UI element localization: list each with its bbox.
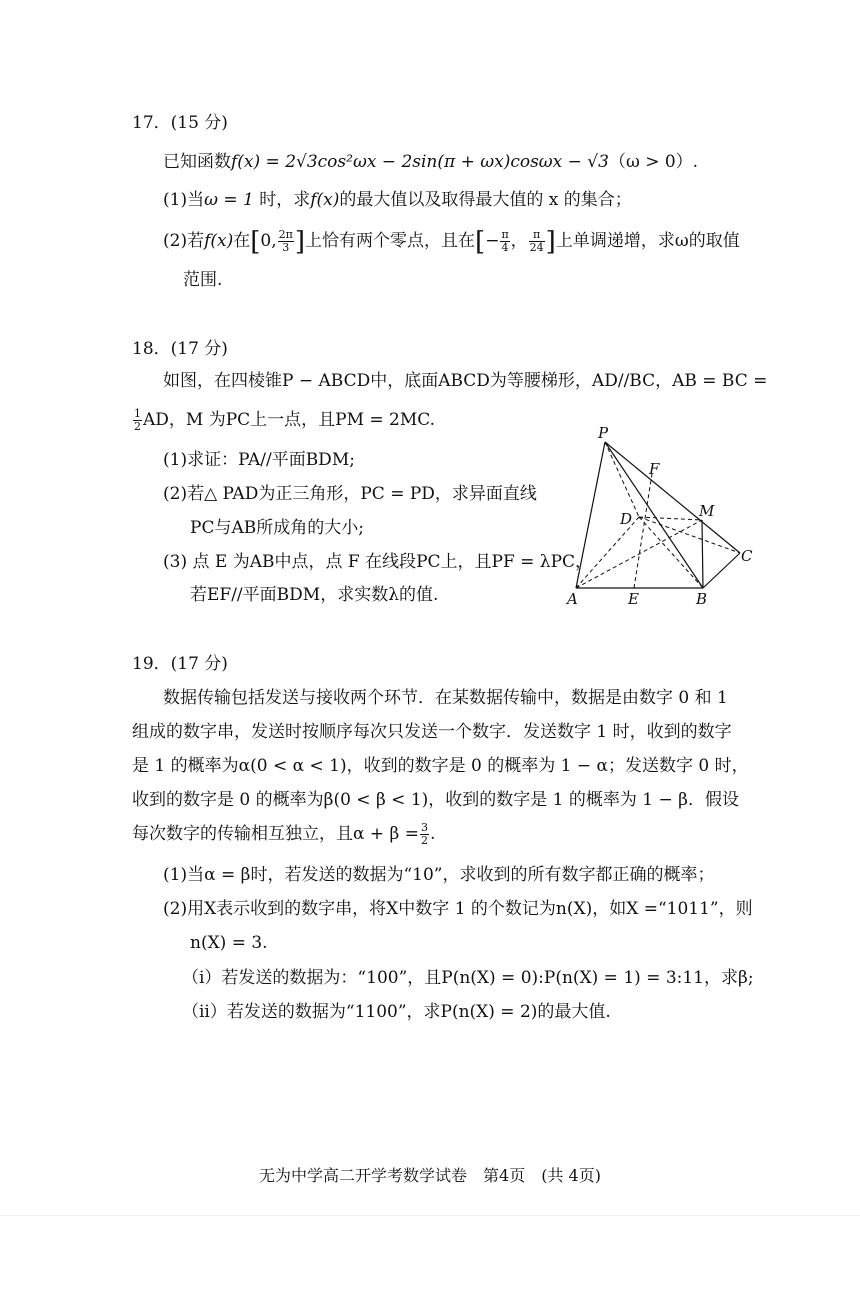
q19-part2a: (2)用X表示收到的数字串，将X中数字 1 的个数记为n(X)，如X =“1011”，则 — [163, 899, 753, 919]
edge-BC — [703, 553, 740, 588]
q18-part3a: (3) 点 E 为AB中点，点 F 在线段PC上，且PF = λPC， — [163, 552, 593, 572]
q19-line5-text: 每次数字的传输相互独立，且α + β = — [132, 824, 420, 844]
q19-line1: 数据传输包括发送与接收两个环节．在某数据传输中，数据是由数字 0 和 1 — [163, 688, 728, 708]
q17-stem-c: （ω > 0）. — [608, 152, 699, 172]
q19-part1: (1)当α = β时，若发送的数据为“10”，求收到的所有数字都正确的概率； — [163, 865, 715, 885]
label-D: D — [620, 510, 633, 528]
scan-divider — [0, 1215, 860, 1216]
q18-line2-text: AD，M 为PC上一点，且PM = 2MC. — [143, 410, 436, 430]
q19-header: 19．(17 分) — [132, 654, 228, 674]
edge-DM — [639, 517, 702, 520]
q17-p1-d: f(x) — [310, 190, 340, 210]
q17-int2-a-frac — [500, 229, 509, 254]
q19-line2: 组成的数字串，发送时按顺序每次只发送一个数字．发送数字 1 时，收到的数字 — [132, 722, 732, 742]
q17-p1-e: 的最大值以及取得最大值的 x 的集合； — [339, 190, 632, 210]
q18-part2a: (2)若△ PAD为正三角形，PC = PD，求异面直线 — [163, 484, 537, 504]
q18-half-frac — [133, 408, 142, 433]
q17-int1-open: [ — [250, 227, 261, 257]
q19-frac-den: 2 — [421, 834, 429, 847]
q17-p2-a: (2)若 — [163, 231, 205, 251]
edge-BM — [702, 520, 703, 588]
q17-int1-close: ] — [294, 227, 306, 257]
q17-function: f(x) = 2√3cos²ωx − 2sin(π + ωx)cosωx − √3 — [231, 152, 609, 172]
q17-int2-b-den: 24 — [529, 241, 544, 254]
edge-DC — [639, 517, 740, 553]
segment-EF — [634, 474, 652, 588]
label-A: A — [567, 590, 578, 608]
segment-AM — [576, 520, 702, 588]
q17-int2-close: ] — [545, 227, 556, 257]
q19-part2-i: （i）若发送的数据为：“100”，且P(n(X) = 0):P(n(X) = 1) = 3:11，求β; — [182, 968, 754, 988]
q17-p1-b: ω = 1 — [204, 190, 254, 210]
q19-line5 — [132, 822, 435, 847]
q17-p2-e: 上单调递增，求ω的取值 — [555, 231, 740, 251]
label-C: C — [741, 547, 753, 565]
q19-line4: 收到的数字是 0 的概率为β(0 < β < 1)，收到的数字是 1 的概率为 1 − β．假设 — [132, 790, 740, 810]
q18-part1: (1)求证：PA//平面BDM; — [163, 450, 355, 470]
label-E: E — [628, 590, 639, 608]
q17-int2-minus: − — [485, 231, 500, 251]
q17-p1-a: (1)当 — [163, 190, 205, 210]
q17-stem — [163, 150, 698, 174]
label-M: M — [699, 502, 715, 520]
edge-PD — [605, 442, 639, 517]
q17-int2-sep: ， — [510, 231, 528, 251]
q17-int2-b-num: π — [529, 229, 545, 242]
edge-PA — [576, 442, 605, 588]
q17-p2-d: 上恰有两个零点，且在 — [305, 231, 476, 251]
label-B: B — [696, 590, 708, 608]
q17-part1 — [163, 188, 632, 212]
page-footer: 无为中学高二开学考数学试卷 第4页 (共 4页) — [259, 1166, 601, 1185]
q17-int2-a-den: 4 — [501, 241, 509, 254]
q19-frac — [420, 822, 429, 847]
q18-line2 — [132, 408, 435, 433]
q18-part3b: 若EF//平面BDM，求实数λ的值. — [190, 585, 439, 605]
q17-int2-open: [ — [475, 227, 486, 257]
q17-p2-b: f(x) — [204, 231, 234, 251]
edge-DB — [639, 517, 703, 588]
label-P: P — [598, 424, 609, 442]
q17-int2-b-frac — [529, 229, 545, 254]
q17-int1-frac — [278, 229, 294, 254]
q19-frac-num: 3 — [421, 821, 429, 834]
q18-part2b: PC与AB所成角的大小; — [190, 518, 364, 538]
q17-int1-num: 2π — [278, 228, 293, 241]
q17-int1-left: 0, — [260, 231, 277, 251]
q19-line3: 是 1 的概率为α(0 < α < 1)，收到的数字是 0 的概率为 1 − α；发送数字 0 时， — [132, 756, 749, 776]
q17-p1-c: 时，求 — [253, 190, 311, 210]
q19-part2-ii: （ii）若发送的数据为“1100”，求P(n(X) = 2)的最大值. — [182, 1002, 611, 1022]
q18-line1: 如图，在四棱锥P − ABCD中，底面ABCD为等腰梯形，AD//BC，AB = BC = — [163, 371, 768, 391]
q17-int1-den: 3 — [282, 241, 290, 254]
q18-half-num: 1 — [134, 407, 141, 420]
q18-header: 18．(17 分) — [132, 339, 228, 359]
q17-int2-a-num: π — [501, 228, 509, 241]
q17-part2 — [163, 227, 740, 257]
q18-half-den: 2 — [134, 420, 141, 433]
pyramid-figure — [560, 420, 760, 610]
q17-part2-cont: 范围. — [183, 270, 223, 290]
label-F: F — [649, 460, 660, 478]
q19-part2b: n(X) = 3. — [190, 933, 268, 953]
q17-p2-c: 在 — [233, 231, 251, 251]
edge-PC — [605, 442, 740, 553]
q17-header: 17．(15 分) — [132, 113, 228, 133]
q19-line5-end: . — [430, 824, 436, 844]
q17-stem-a: 已知函数 — [163, 152, 231, 172]
